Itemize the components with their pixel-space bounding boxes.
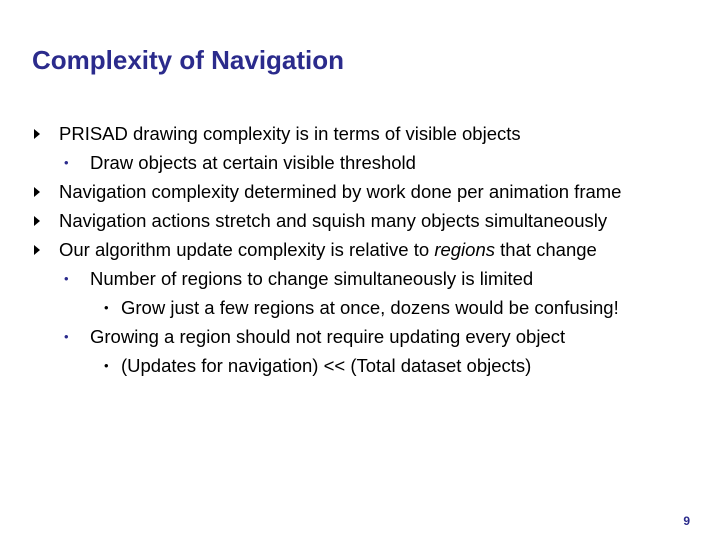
text-segment: Draw objects at certain visible threshold [90, 152, 416, 173]
bullet-dot-icon: • [64, 271, 69, 286]
text-segment: (Updates for navigation) << (Total dataset objects) [121, 355, 532, 376]
triangle-right-icon [34, 187, 40, 197]
bullet-text [59, 119, 521, 148]
bullet-dot-icon: • [104, 358, 109, 373]
bullet-level1 [0, 206, 720, 235]
text-segment: Navigation complexity determined by work done per animation frame [59, 181, 622, 202]
page-number: 9 [683, 514, 690, 528]
bullet-dot-icon: • [104, 300, 109, 315]
bullet-level2 [0, 322, 720, 351]
bullet-level1 [0, 119, 720, 148]
bullet-level2 [0, 264, 720, 293]
bullet-dot-icon: • [64, 155, 69, 170]
slide-title: Complexity of Navigation [32, 45, 345, 75]
bullet-level2 [0, 148, 720, 177]
bullet-level1 [0, 177, 720, 206]
bullet-text [59, 177, 621, 206]
bullet-text [59, 235, 597, 264]
bullet-text [90, 322, 565, 351]
text-segment: Our algorithm update complexity is relative to [59, 239, 435, 260]
emphasis-text: regions [434, 239, 495, 260]
bullet-text [90, 264, 533, 293]
bullet-list [0, 119, 720, 380]
bullet-text [90, 148, 416, 177]
triangle-right-icon [34, 216, 40, 226]
text-segment: Number of regions to change simultaneously is limited [90, 268, 534, 289]
bullet-text [59, 206, 607, 235]
triangle-right-icon [34, 245, 40, 255]
text-segment: Navigation actions stretch and squish many objects simultaneously [59, 210, 608, 231]
bullet-level3 [0, 351, 720, 380]
bullet-text [121, 351, 531, 380]
text-segment: PRISAD drawing complexity is in terms of visible objects [59, 123, 521, 144]
text-segment: Growing a region should not require updating every object [90, 326, 566, 347]
text-segment: Grow just a few regions at once, dozens would be confusing! [121, 297, 619, 318]
bullet-level1 [0, 235, 720, 264]
text-segment: that change [495, 239, 597, 260]
bullet-text [121, 293, 619, 322]
bullet-level3 [0, 293, 720, 322]
triangle-right-icon [34, 129, 40, 139]
bullet-dot-icon: • [64, 329, 69, 344]
